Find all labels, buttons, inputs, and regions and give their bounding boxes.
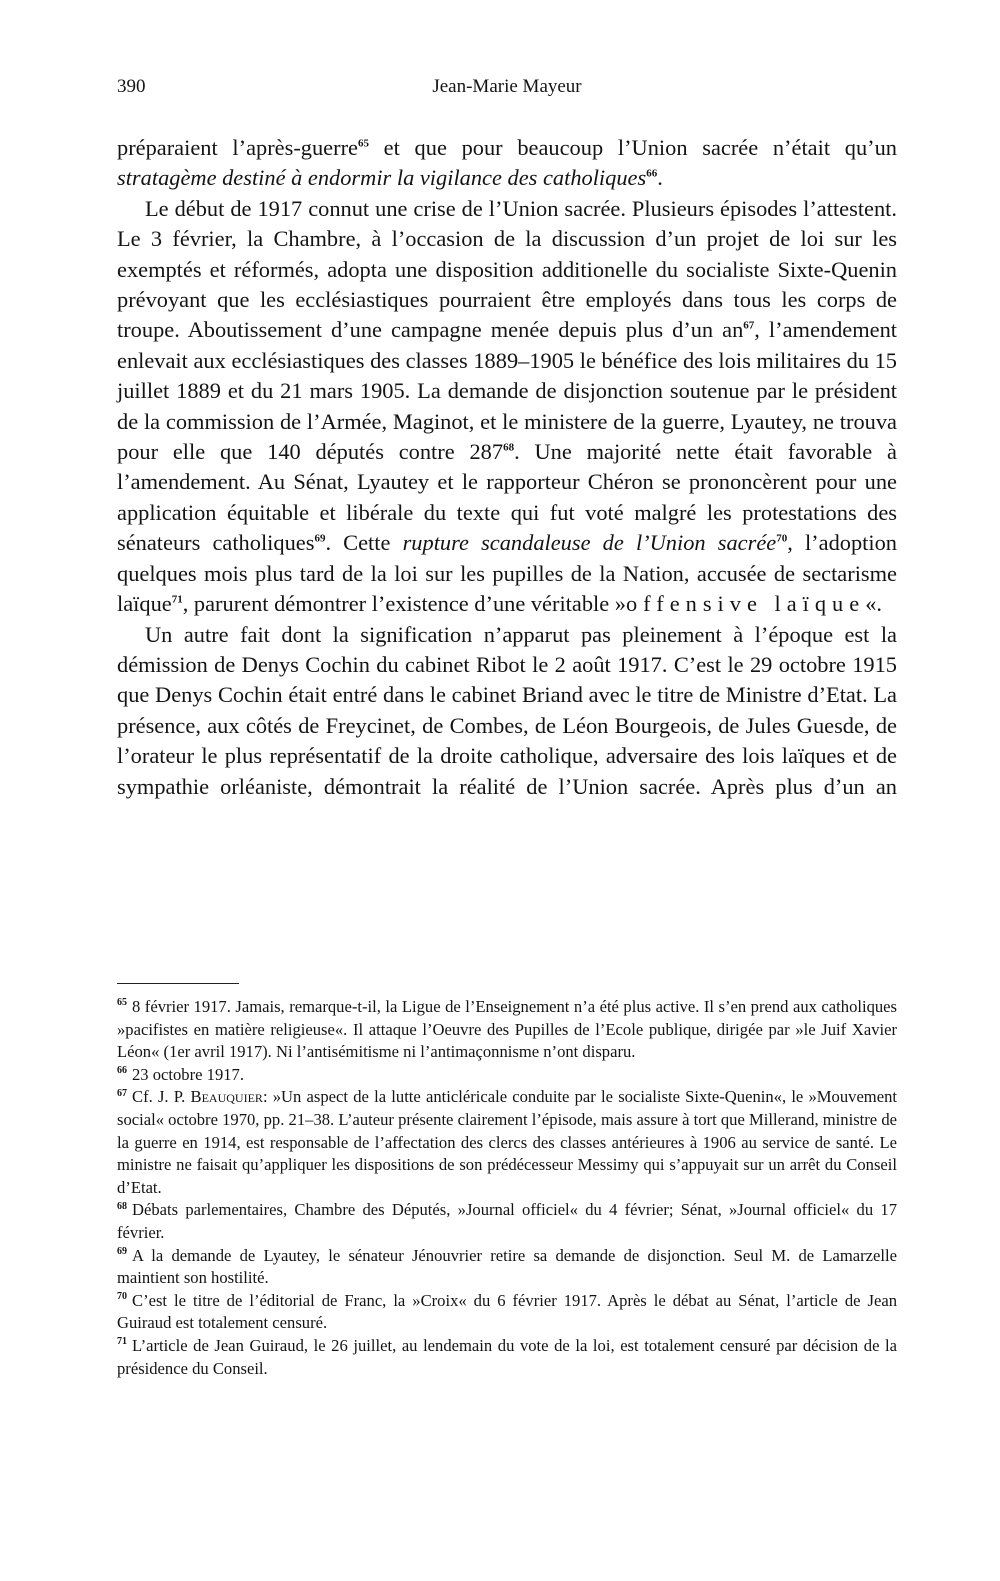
footnote-ref: 68 xyxy=(503,441,515,454)
footnote-ref: 70 xyxy=(776,532,788,545)
paragraph-1 xyxy=(117,133,897,194)
italic-quote: rupture scandaleuse de l’Union sacrée xyxy=(402,530,777,556)
footnote-70 xyxy=(117,1290,897,1335)
spaced-emphasis: offensive laïque xyxy=(625,591,866,617)
text-span: , l’amendement enlevait aux ecclésiastiques des classes 1889–1905 le bénéfice des lois militaires du 15 juillet 1889 et du 21 mars 1905. La demande de disjonction soutenue par le président de la commission de l’Armée, Maginot, et le ministere de la guerre, Lyautey, ne trouva pour elle que 140 députés contre 287 xyxy=(117,317,897,465)
footnote-number: 66 xyxy=(117,1065,127,1077)
text-span: «. xyxy=(865,591,882,617)
footnote-71 xyxy=(117,1335,897,1380)
footnote-67 xyxy=(117,1086,897,1199)
italic-quote: stratagème destiné à endormir la vigilance des catholiques xyxy=(117,165,647,191)
footnote-text: C’est le titre de l’éditorial de Franc, la »Croix« du 6 février 1917. Après le débat au Sénat, l’article de Jean Guiraud est totalement censuré. xyxy=(117,1290,897,1333)
footnote-text: : »Un aspect de la lutte anticléricale conduite par le socialiste Sixte-Quenin«, le »Mouvement social« octobre 1970, pp. 21–38. L’auteur présente clairement l’épisode, mais assure à tort que Millerand, ministre de la guerre en 1914, est responsable de l’affectation des clercs des classes antérieures à 1906 au service de santé. Le ministre ne faisait qu’appliquer les dispositions de son prédécesseur Messimy qui s’appuyait sur un arrêt du Conseil d’Etat. xyxy=(117,1087,897,1197)
page-number: 390 xyxy=(117,76,146,97)
text-span: Le début de 1917 connut une crise de l’Union sacrée. Plusieurs épisodes l’attestent. Le 3 février, la Chambre, à l’occasion de la discussion d’un projet de loi sur les exemptés et réformés, adopta une disposition additionelle du socialiste Sixte-Quenin prévoyant que les ecclésiastiques pourraient être employés dans tous les corps de troupe. Aboutissement d’une campagne menée depuis plus d’un an xyxy=(117,195,897,343)
footnotes xyxy=(117,996,897,1380)
text-span: , l’adoption quelques mois plus tard de la loi sur les pupilles de la Nation, accusée de sectarisme laïque xyxy=(117,530,897,617)
text-span: préparaient l’après-guerre xyxy=(117,135,358,160)
author-name: Beauquier xyxy=(190,1087,263,1107)
text-span: . Cette xyxy=(325,530,403,556)
footnote-ref: 66 xyxy=(646,167,658,180)
footnote-number: 71 xyxy=(117,1336,127,1348)
footnote-ref: 71 xyxy=(171,593,183,606)
text-span: . Une majorité nette était favorable à l’amendement. Au Sénat, Lyautey et le rapporteur Chéron se prononcèrent pour une application équitable et libérale du texte qui fut voté malgré les protestations des sénateurs catholiques xyxy=(117,439,897,556)
footnote-number: 65 xyxy=(117,997,127,1009)
footnote-text: L’article de Jean Guiraud, le 26 juillet, au lendemain du vote de la loi, est totalement censuré par décision de la présidence du Conseil. xyxy=(117,1335,897,1378)
footnote-text: 23 octobre 1917. xyxy=(132,1064,244,1084)
text-span: , parurent démontrer l’existence d’une véritable » xyxy=(182,591,626,617)
text-span: . xyxy=(657,165,663,191)
footnote-number: 70 xyxy=(117,1291,127,1303)
footnote-ref: 65 xyxy=(357,137,369,150)
footnote-68 xyxy=(117,1199,897,1244)
paragraph-2 xyxy=(117,194,897,620)
footnote-number: 69 xyxy=(117,1246,127,1257)
main-text xyxy=(117,133,897,802)
footnote-divider xyxy=(117,983,239,984)
text-span: et que pour beaucoup l’Union sacrée n’était qu’un xyxy=(368,135,898,160)
footnote-number: 67 xyxy=(117,1087,127,1099)
footnote-65 xyxy=(117,996,897,1064)
footnote-66 xyxy=(117,1064,897,1087)
footnote-text: Débats parlementaires, Chambre des Députés, »Journal officiel« du 4 février; Sénat, »Journal officiel« du 17 février. xyxy=(117,1200,897,1242)
footnote-text: 8 février 1917. Jamais, remarque-t-il, la Ligue de l’Enseignement n’a été plus active. Il s’en prend aux catholiques »pacifistes en matière religieuse«. Il attaque l’Oeuvre des Pupilles de l’Ecole publique, dirigée par »le Juif Xavier Léon« (1er avril 1917). Ni l’antisémitisme ni l’antimaçonnisme n’ont disparu. xyxy=(117,997,897,1062)
paragraph-3: Un autre fait dont la signification n’apparut pas pleinement à l’époque est la démission de Denys Cochin du cabinet Ribot le 2 août 1917. C’est le 29 octobre 1915 que Denys Cochin était entré dans le cabinet Briand avec le titre de Ministre d’Etat. La présence, aux côtés de Freycinet, de Combes, de Léon Bourgeois, de Jules Guesde, de l’orateur le plus représentatif de la droite catholique, adversaire des lois laïques et de sympathie orléaniste, démontrait la réalité de l’Union sacrée. Après plus d’un an xyxy=(117,621,897,799)
footnote-69 xyxy=(117,1245,897,1290)
running-head: Jean-Marie Mayeur xyxy=(432,76,582,97)
footnote-text: A la demande de Lyautey, le sénateur Jénouvrier retire sa demande de disjonction. Seul M. de Lamarzelle maintient son hostilité. xyxy=(117,1245,897,1288)
footnote-number: 68 xyxy=(117,1200,127,1212)
page-header xyxy=(117,76,897,106)
footnote-ref: 67 xyxy=(743,319,755,332)
footnote-text: Cf. J. P. xyxy=(132,1087,191,1107)
footnote-ref: 69 xyxy=(314,532,326,545)
